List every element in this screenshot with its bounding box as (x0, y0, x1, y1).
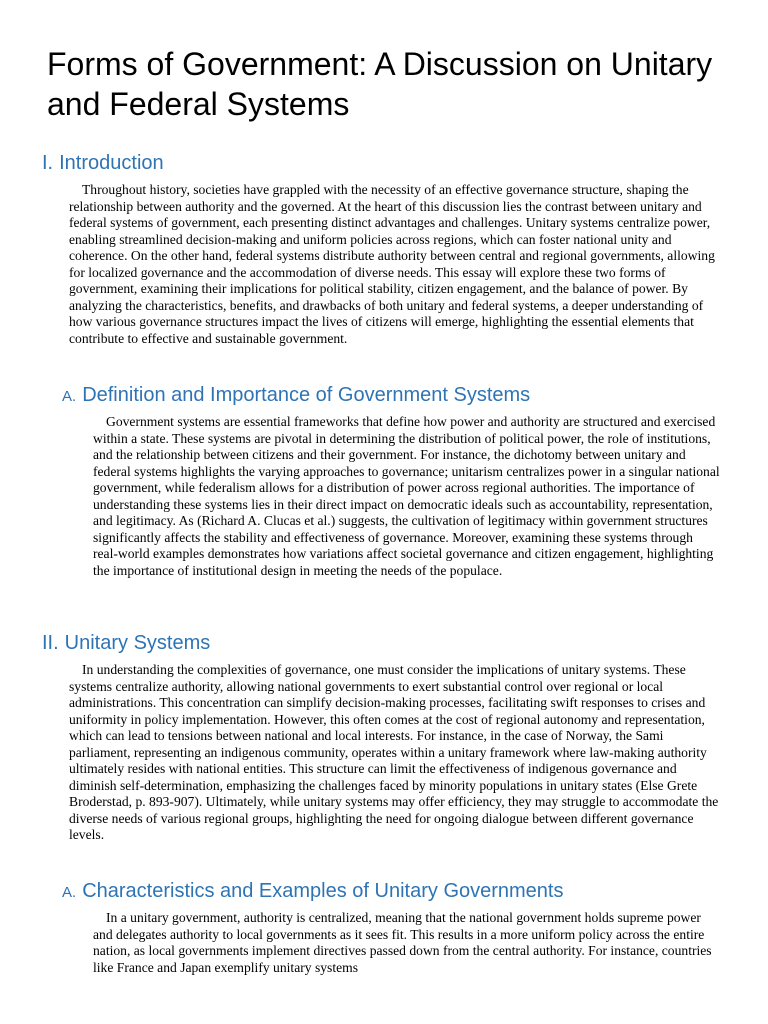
subsection-title: Characteristics and Examples of Unitary Governments (82, 880, 564, 902)
document-title: Forms of Government: A Discussion on Unitary and Federal Systems (47, 46, 713, 122)
section-title: Unitary Systems (64, 632, 211, 654)
introduction-paragraph: Throughout history, societies have grappled with the necessity of an effective governance structure, shaping the relationship between authority and the governed. At the heart of this discussion lies the contrast between unitary and federal systems of government, each presenting distinct advantages and challenges. Unitary systems centralize power, enabling streamlined decision-making and uniform policies across regions, which can foster national unity and coherence. On the other hand, federal systems distribute authority between central and regional governments, allowing for localized governance and the accommodation of diverse needs. This essay will explore these two forms of government, examining their implications for political stability, citizen engagement, and the balance of power. By analyzing the characteristics, benefits, and drawbacks of both unitary and federal systems, a deeper understanding of how various governance structures impact the lives of citizens will emerge, highlighting the essential elements that contribute to effective and sustainable government. (69, 182, 715, 346)
section-heading-unitary-systems (42, 631, 210, 655)
section-title: Introduction (59, 152, 164, 174)
section-heading-introduction (42, 151, 164, 175)
characteristics-paragraph: In a unitary government, authority is centralized, meaning that the national government holds supreme power and delegates authority to local governments as it sees fit. This results in a more uniform policy across the entire nation, as local governments implement directives passed down from the central authority. For instance, countries like France and Japan exemplify unitary systems (93, 910, 712, 975)
subsection-heading-characteristics (62, 879, 564, 905)
subsection-number: A. (62, 388, 77, 405)
subsection-number: A. (62, 884, 77, 901)
subsection-title: Definition and Importance of Government Systems (82, 384, 531, 406)
section-number: I. (42, 152, 54, 174)
section-number: II. (42, 632, 59, 654)
subsection-heading-definition (62, 383, 530, 409)
definition-paragraph: Government systems are essential frameworks that define how power and authority are structured and exercised within a state. These systems are pivotal in determining the distribution of political power, the role of institutions, and the relationship between citizens and their government. For instance, the dichotomy between unitary and federal systems highlights the varying approaches to governance; unitarism centralizes power in a singular national government, while federalism allows for a distribution of power across regional authorities. The importance of understanding these systems lies in their direct impact on democratic ideals such as accountability, representation, and legitimacy. As (Richard A. Clucas et al.) suggests, the cultivation of legitimacy within government structures significantly affects the stability and effectiveness of governance. Moreover, examining these systems through real-world examples demonstrates how variations affect societal governance and citizen engagement, highlighting the importance of institutional design in meeting the needs of the populace. (93, 414, 720, 578)
unitary-systems-paragraph: In understanding the complexities of governance, one must consider the implications of unitary systems. These systems centralize authority, allowing national governments to exert substantial control over regional or local administrations. This concentration can simplify decision-making processes, facilitating swift responses to crises and uniformity in policy implementation. However, this often comes at the cost of regional autonomy and representation, which can lead to tensions between national and local interests. For instance, in the case of Norway, the Sami parliament, representing an indigenous community, operates within a unitary framework where law-making authority ultimately resides with national entities. This structure can limit the effectiveness of indigenous governance and diminish self-determination, emphasizing the challenges faced by minority populations in unitary states (Else Grete Broderstad, p. 893-907). Ultimately, while unitary systems may offer efficiency, they may struggle to accommodate the diverse needs of various regional groups, highlighting the need for ongoing dialogue between different governance levels. (69, 662, 719, 842)
